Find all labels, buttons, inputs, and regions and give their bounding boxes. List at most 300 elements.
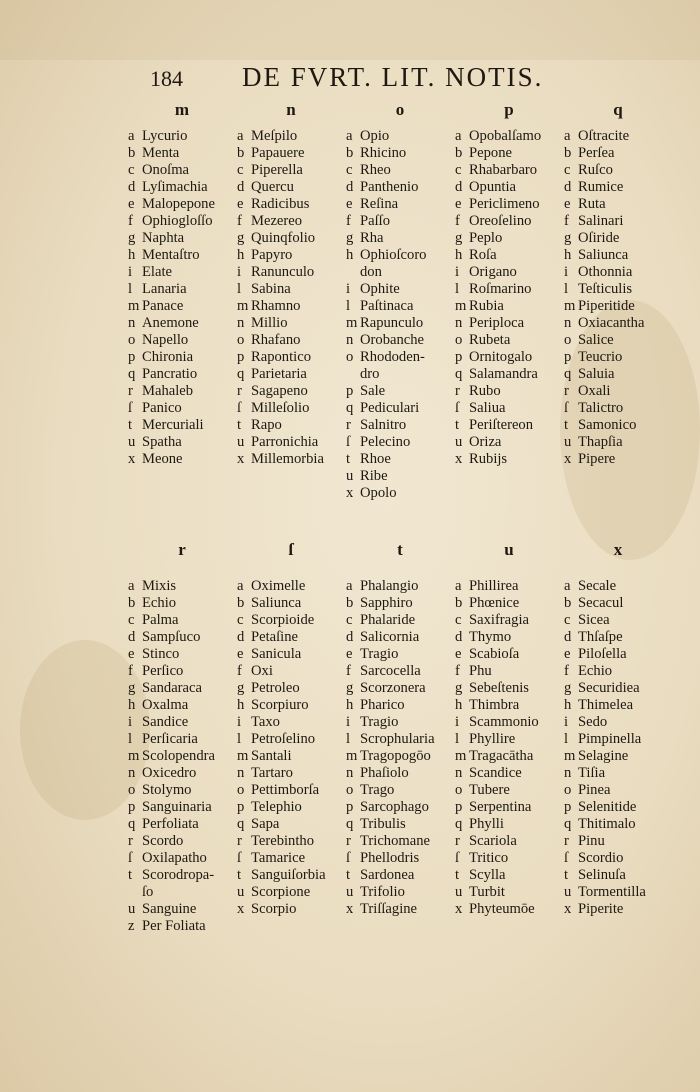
entry-word: Elate bbox=[142, 264, 172, 280]
entry-key: p bbox=[237, 799, 245, 815]
cipher-entry bbox=[564, 366, 676, 383]
entry-word: Perfoliata bbox=[142, 816, 199, 832]
cipher-column bbox=[564, 578, 676, 918]
cipher-entry bbox=[455, 179, 567, 196]
column-letter: q bbox=[613, 100, 623, 119]
entry-word: Phillirea bbox=[469, 578, 519, 594]
entry-word: Scorodropa- bbox=[142, 867, 215, 883]
entry-key: r bbox=[128, 383, 133, 399]
entry-word: Sebeſtenis bbox=[469, 680, 529, 696]
entry-word: Salnitro bbox=[360, 417, 407, 433]
entry-key: b bbox=[346, 595, 354, 611]
entry-word: Reſina bbox=[360, 196, 399, 212]
entry-key: f bbox=[237, 663, 242, 679]
entry-key: o bbox=[128, 332, 136, 348]
entry-key: i bbox=[237, 264, 242, 280]
entry-word: Oxali bbox=[578, 383, 611, 399]
cipher-entry bbox=[455, 646, 567, 663]
entry-word: Teſticulis bbox=[578, 281, 633, 297]
cipher-entry bbox=[455, 264, 567, 281]
entry-word: Ophiogloſſo bbox=[142, 213, 213, 229]
entry-key: g bbox=[128, 680, 136, 696]
entry-key: a bbox=[564, 578, 571, 594]
column-letter: x bbox=[613, 540, 623, 559]
cipher-entry bbox=[455, 196, 567, 213]
entry-key: d bbox=[455, 629, 463, 645]
cipher-entry bbox=[564, 748, 676, 765]
cipher-entry bbox=[455, 799, 567, 816]
entry-word: Tritico bbox=[469, 850, 509, 866]
entry-key: e bbox=[346, 646, 353, 662]
entry-word: Scordo bbox=[142, 833, 184, 849]
entry-word: Scorpioide bbox=[251, 612, 315, 628]
entry-key: b bbox=[346, 145, 354, 161]
cipher-entry bbox=[564, 417, 676, 434]
cipher-entry bbox=[237, 850, 349, 867]
entry-word: Opobalſamo bbox=[469, 128, 542, 144]
cipher-entry bbox=[346, 417, 458, 434]
entry-word: Roſmarino bbox=[469, 281, 532, 297]
entry-word: Rapontico bbox=[251, 349, 311, 365]
entry-word: Spatha bbox=[142, 434, 182, 450]
entry-key: i bbox=[455, 714, 460, 730]
entry-key: ſ bbox=[564, 400, 569, 416]
entry-key: r bbox=[128, 833, 133, 849]
entry-key: o bbox=[564, 782, 572, 798]
entry-word: Sandaraca bbox=[142, 680, 202, 696]
entry-key: g bbox=[346, 680, 354, 696]
entry-key: h bbox=[237, 697, 245, 713]
cipher-entry bbox=[128, 128, 240, 145]
cipher-entry bbox=[237, 179, 349, 196]
entry-word: Thymo bbox=[469, 629, 512, 645]
cipher-entry bbox=[128, 884, 240, 901]
entry-key: f bbox=[455, 663, 460, 679]
cipher-entry bbox=[346, 332, 458, 349]
entry-key: x bbox=[237, 901, 245, 917]
entry-key: p bbox=[564, 349, 572, 365]
cipher-entry bbox=[455, 663, 567, 680]
cipher-entry bbox=[237, 315, 349, 332]
cipher-entry bbox=[346, 400, 458, 417]
entry-word: Samonico bbox=[578, 417, 637, 433]
entry-word: Ranunculo bbox=[251, 264, 315, 280]
entry-key: u bbox=[346, 468, 354, 484]
entry-key: i bbox=[346, 281, 351, 297]
entry-word: Sarcocella bbox=[360, 663, 421, 679]
entry-key: c bbox=[455, 612, 462, 628]
entry-key: l bbox=[346, 298, 351, 314]
entry-key: a bbox=[346, 578, 353, 594]
entry-key: n bbox=[237, 315, 245, 331]
entry-key: r bbox=[237, 383, 242, 399]
entry-key: t bbox=[237, 417, 242, 433]
entry-word: Saliunca bbox=[251, 595, 302, 611]
column-letter: t bbox=[397, 540, 403, 559]
entry-key: h bbox=[128, 697, 136, 713]
cipher-entry bbox=[237, 332, 349, 349]
cipher-column bbox=[237, 578, 349, 918]
cipher-entry bbox=[564, 247, 676, 264]
entry-word: Oximelle bbox=[251, 578, 306, 594]
entry-word: Rapo bbox=[251, 417, 282, 433]
cipher-entry bbox=[128, 629, 240, 646]
entry-key: o bbox=[455, 782, 463, 798]
entry-key: m bbox=[564, 298, 576, 314]
entry-word: Thapſia bbox=[578, 434, 623, 450]
cipher-entry bbox=[237, 162, 349, 179]
entry-key: x bbox=[346, 485, 354, 501]
entry-key: c bbox=[564, 612, 571, 628]
entry-key: g bbox=[346, 230, 354, 246]
entry-key: f bbox=[128, 213, 133, 229]
cipher-entry bbox=[564, 578, 676, 595]
entry-word: Scylla bbox=[469, 867, 506, 883]
entry-word: Perſicaria bbox=[142, 731, 198, 747]
cipher-entry bbox=[455, 867, 567, 884]
entry-word: Thimbra bbox=[469, 697, 520, 713]
entry-word: Rapunculo bbox=[360, 315, 424, 331]
entry-key: u bbox=[346, 884, 354, 900]
cipher-entry bbox=[128, 833, 240, 850]
entry-word: Secale bbox=[578, 578, 617, 594]
cipher-entry bbox=[346, 663, 458, 680]
cipher-entry bbox=[237, 595, 349, 612]
entry-key: e bbox=[346, 196, 353, 212]
cipher-entry bbox=[455, 281, 567, 298]
entry-word: Sapa bbox=[251, 816, 280, 832]
entry-word: Napello bbox=[142, 332, 189, 348]
entry-word: Rhabarbaro bbox=[469, 162, 538, 178]
cipher-entry bbox=[128, 816, 240, 833]
cipher-entry bbox=[128, 434, 240, 451]
page-header bbox=[150, 62, 560, 98]
cipher-entry bbox=[128, 782, 240, 799]
entry-word: Periſtereon bbox=[469, 417, 534, 433]
entry-word: ſo bbox=[142, 884, 154, 900]
entry-word: Tragacātha bbox=[469, 748, 534, 764]
entry-key: h bbox=[564, 697, 572, 713]
entry-word: Pinu bbox=[578, 833, 605, 849]
entry-key: a bbox=[128, 128, 135, 144]
entry-word: Orobanche bbox=[360, 332, 425, 348]
entry-key: d bbox=[346, 179, 354, 195]
entry-word: Oxalma bbox=[142, 697, 189, 713]
cipher-entry bbox=[346, 765, 458, 782]
cipher-entry bbox=[455, 315, 567, 332]
cipher-entry bbox=[455, 145, 567, 162]
entry-key: ſ bbox=[128, 850, 133, 866]
entry-word: Selenitide bbox=[578, 799, 637, 815]
entry-key: n bbox=[455, 765, 463, 781]
entry-word: Pediculari bbox=[360, 400, 420, 416]
entry-key: d bbox=[237, 179, 245, 195]
cipher-entry bbox=[564, 901, 676, 918]
running-head: DE FVRT. LIT. NOTIS. bbox=[242, 62, 544, 92]
entry-key: p bbox=[128, 349, 136, 365]
entry-word: Rhoe bbox=[360, 451, 391, 467]
entry-word: Panace bbox=[142, 298, 184, 314]
cipher-column bbox=[346, 128, 458, 502]
entry-key: i bbox=[237, 714, 242, 730]
entry-key: b bbox=[455, 595, 463, 611]
entry-key: g bbox=[455, 680, 463, 696]
entry-key: u bbox=[455, 434, 463, 450]
entry-word: Phœnice bbox=[469, 595, 520, 611]
cipher-entry bbox=[455, 383, 567, 400]
cipher-entry bbox=[346, 884, 458, 901]
entry-key: r bbox=[237, 833, 242, 849]
cipher-entry bbox=[455, 748, 567, 765]
entry-word: Phellodris bbox=[360, 850, 420, 866]
entry-word: Malopepone bbox=[142, 196, 215, 212]
entry-key: ſ bbox=[455, 400, 460, 416]
entry-word: Sedo bbox=[578, 714, 608, 730]
entry-key: h bbox=[237, 247, 245, 263]
entry-word: Scariola bbox=[469, 833, 517, 849]
entry-word: Petroleo bbox=[251, 680, 300, 696]
entry-word: Rhafano bbox=[251, 332, 301, 348]
entry-word: Rubo bbox=[469, 383, 501, 399]
entry-key: i bbox=[346, 714, 351, 730]
cipher-entry bbox=[346, 629, 458, 646]
cipher-entry bbox=[455, 128, 567, 145]
entry-word: Salinari bbox=[578, 213, 624, 229]
entry-word: Paſtinaca bbox=[360, 298, 414, 314]
entry-key: i bbox=[455, 264, 460, 280]
entry-key: p bbox=[346, 799, 354, 815]
entry-word: Oxiacantha bbox=[578, 315, 645, 331]
entry-word: Sapphiro bbox=[360, 595, 413, 611]
cipher-entry bbox=[237, 646, 349, 663]
entry-word: Othonnia bbox=[578, 264, 633, 280]
entry-word: Thitimalo bbox=[578, 816, 636, 832]
entry-word: Serpentina bbox=[469, 799, 532, 815]
entry-key: u bbox=[128, 901, 136, 917]
entry-key: c bbox=[346, 162, 353, 178]
cipher-entry bbox=[564, 264, 676, 281]
entry-key: b bbox=[128, 595, 136, 611]
cipher-entry bbox=[564, 731, 676, 748]
entry-word: Papauere bbox=[251, 145, 305, 161]
entry-word: Rha bbox=[360, 230, 384, 246]
entry-word: Petroſelino bbox=[251, 731, 316, 747]
cipher-entry bbox=[237, 833, 349, 850]
cipher-entry bbox=[346, 867, 458, 884]
entry-word: Per Foliata bbox=[142, 918, 206, 934]
entry-key: l bbox=[128, 731, 133, 747]
cipher-entry bbox=[128, 901, 240, 918]
entry-word: Roſa bbox=[469, 247, 497, 263]
entry-word: Tubere bbox=[469, 782, 510, 798]
entry-word: Oxi bbox=[251, 663, 273, 679]
entry-word: Palma bbox=[142, 612, 179, 628]
entry-key: p bbox=[455, 799, 463, 815]
entry-word: Ornitogalo bbox=[469, 349, 533, 365]
cipher-entry bbox=[346, 434, 458, 451]
entry-key: p bbox=[346, 383, 354, 399]
cipher-entry bbox=[128, 162, 240, 179]
entry-word: Oreoſelino bbox=[469, 213, 532, 229]
entry-key: f bbox=[128, 663, 133, 679]
cipher-table-upper bbox=[128, 100, 668, 501]
cipher-entry bbox=[346, 646, 458, 663]
cipher-entry bbox=[564, 128, 676, 145]
entry-key: d bbox=[455, 179, 463, 195]
entry-word: Oxicedro bbox=[142, 765, 197, 781]
cipher-entry bbox=[237, 731, 349, 748]
entry-word: Mentaſtro bbox=[142, 247, 200, 263]
entry-key: h bbox=[564, 247, 572, 263]
column-letter: p bbox=[504, 100, 514, 119]
entry-key: a bbox=[455, 578, 462, 594]
entry-word: Phyteumōe bbox=[469, 901, 535, 917]
entry-key: r bbox=[455, 833, 460, 849]
entry-key: n bbox=[128, 315, 136, 331]
entry-key: q bbox=[237, 366, 245, 382]
entry-key: e bbox=[237, 196, 244, 212]
entry-word: Piperella bbox=[251, 162, 303, 178]
entry-key: u bbox=[237, 434, 245, 450]
entry-key: b bbox=[237, 595, 245, 611]
entry-word: Phyllire bbox=[469, 731, 516, 747]
entry-word: Origano bbox=[469, 264, 517, 280]
entry-key: x bbox=[128, 451, 136, 467]
entry-key: x bbox=[564, 451, 572, 467]
entry-word: Menta bbox=[142, 145, 180, 161]
cipher-entry bbox=[237, 748, 349, 765]
entry-word: Turbit bbox=[469, 884, 505, 900]
cipher-entry bbox=[455, 162, 567, 179]
entry-word: Sale bbox=[360, 383, 386, 399]
cipher-entry bbox=[455, 612, 567, 629]
entry-word: Piperitide bbox=[578, 298, 635, 314]
cipher-entry bbox=[237, 697, 349, 714]
entry-key: ſ bbox=[237, 400, 242, 416]
cipher-entry bbox=[237, 765, 349, 782]
entry-key: p bbox=[128, 799, 136, 815]
entry-word: Teucrio bbox=[578, 349, 623, 365]
entry-key: d bbox=[346, 629, 354, 645]
cipher-entry bbox=[564, 867, 676, 884]
entry-word: Salicornia bbox=[360, 629, 420, 645]
entry-key: q bbox=[128, 816, 136, 832]
entry-word: Trago bbox=[360, 782, 395, 798]
entry-word: Saliunca bbox=[578, 247, 629, 263]
entry-key: f bbox=[564, 213, 569, 229]
entry-word: Radicibus bbox=[251, 196, 310, 212]
cipher-entry bbox=[128, 714, 240, 731]
entry-word: Tiſia bbox=[578, 765, 606, 781]
cipher-entry bbox=[346, 230, 458, 247]
entry-key: t bbox=[237, 867, 242, 883]
entry-key: h bbox=[128, 247, 136, 263]
cipher-column bbox=[346, 578, 458, 918]
entry-word: Saxifragia bbox=[469, 612, 529, 628]
cipher-entry bbox=[455, 434, 567, 451]
entry-word: Sanguiſorbia bbox=[251, 867, 326, 883]
cipher-entry bbox=[455, 332, 567, 349]
cipher-entry bbox=[564, 663, 676, 680]
entry-key: t bbox=[346, 867, 351, 883]
cipher-entry bbox=[455, 298, 567, 315]
entry-key: n bbox=[564, 765, 572, 781]
entry-key: c bbox=[128, 162, 135, 178]
entry-key: e bbox=[237, 646, 244, 662]
cipher-entry bbox=[237, 434, 349, 451]
entry-word: Tragio bbox=[360, 646, 399, 662]
cipher-entry bbox=[128, 332, 240, 349]
entry-word: Piloſella bbox=[578, 646, 627, 662]
entry-key: a bbox=[128, 578, 135, 594]
entry-key: l bbox=[564, 731, 569, 747]
entry-key: n bbox=[564, 315, 572, 331]
cipher-entry bbox=[237, 451, 349, 468]
cipher-entry bbox=[128, 697, 240, 714]
cipher-entry bbox=[346, 315, 458, 332]
entry-word: Securidiea bbox=[578, 680, 640, 696]
cipher-entry bbox=[346, 451, 458, 468]
entry-word: Chironia bbox=[142, 349, 194, 365]
entry-word: Quercu bbox=[251, 179, 294, 195]
entry-word: Taxo bbox=[251, 714, 280, 730]
cipher-entry bbox=[128, 264, 240, 281]
column-letter: u bbox=[504, 540, 514, 559]
cipher-entry bbox=[128, 451, 240, 468]
entry-key: m bbox=[346, 748, 358, 764]
entry-word: Echio bbox=[578, 663, 613, 679]
cipher-entry bbox=[455, 230, 567, 247]
cipher-entry bbox=[564, 400, 676, 417]
entry-key: d bbox=[564, 179, 572, 195]
entry-key: u bbox=[237, 884, 245, 900]
entry-word: Sampſuco bbox=[142, 629, 201, 645]
column-letter: n bbox=[286, 100, 296, 119]
entry-word: Phylli bbox=[469, 816, 504, 832]
cipher-entry bbox=[455, 213, 567, 230]
cipher-entry bbox=[346, 213, 458, 230]
entry-word: Sardonea bbox=[360, 867, 415, 883]
entry-word: Oſiride bbox=[578, 230, 620, 246]
cipher-entry bbox=[455, 349, 567, 366]
entry-key: t bbox=[346, 451, 351, 467]
cipher-entry bbox=[564, 196, 676, 213]
cipher-entry bbox=[564, 434, 676, 451]
cipher-entry bbox=[564, 799, 676, 816]
entry-key: f bbox=[564, 663, 569, 679]
entry-word: Mahaleb bbox=[142, 383, 194, 399]
cipher-entry bbox=[128, 918, 240, 935]
entry-word: Ruſco bbox=[578, 162, 613, 178]
entry-key: p bbox=[455, 349, 463, 365]
entry-word: Sabina bbox=[251, 281, 291, 297]
cipher-entry bbox=[564, 680, 676, 697]
cipher-entry bbox=[128, 196, 240, 213]
entry-key: l bbox=[237, 281, 242, 297]
column-letter: m bbox=[174, 100, 190, 119]
cipher-entry bbox=[346, 799, 458, 816]
entry-key: f bbox=[346, 213, 351, 229]
entry-word: Parronichia bbox=[251, 434, 319, 450]
entry-key: c bbox=[128, 612, 135, 628]
entry-word: Onoſma bbox=[142, 162, 190, 178]
entry-key: l bbox=[455, 281, 460, 297]
entry-word: Rhododen- bbox=[360, 349, 425, 365]
cipher-entry bbox=[455, 697, 567, 714]
cipher-entry bbox=[237, 901, 349, 918]
entry-word: Perſico bbox=[142, 663, 184, 679]
column-letter: o bbox=[395, 100, 405, 119]
